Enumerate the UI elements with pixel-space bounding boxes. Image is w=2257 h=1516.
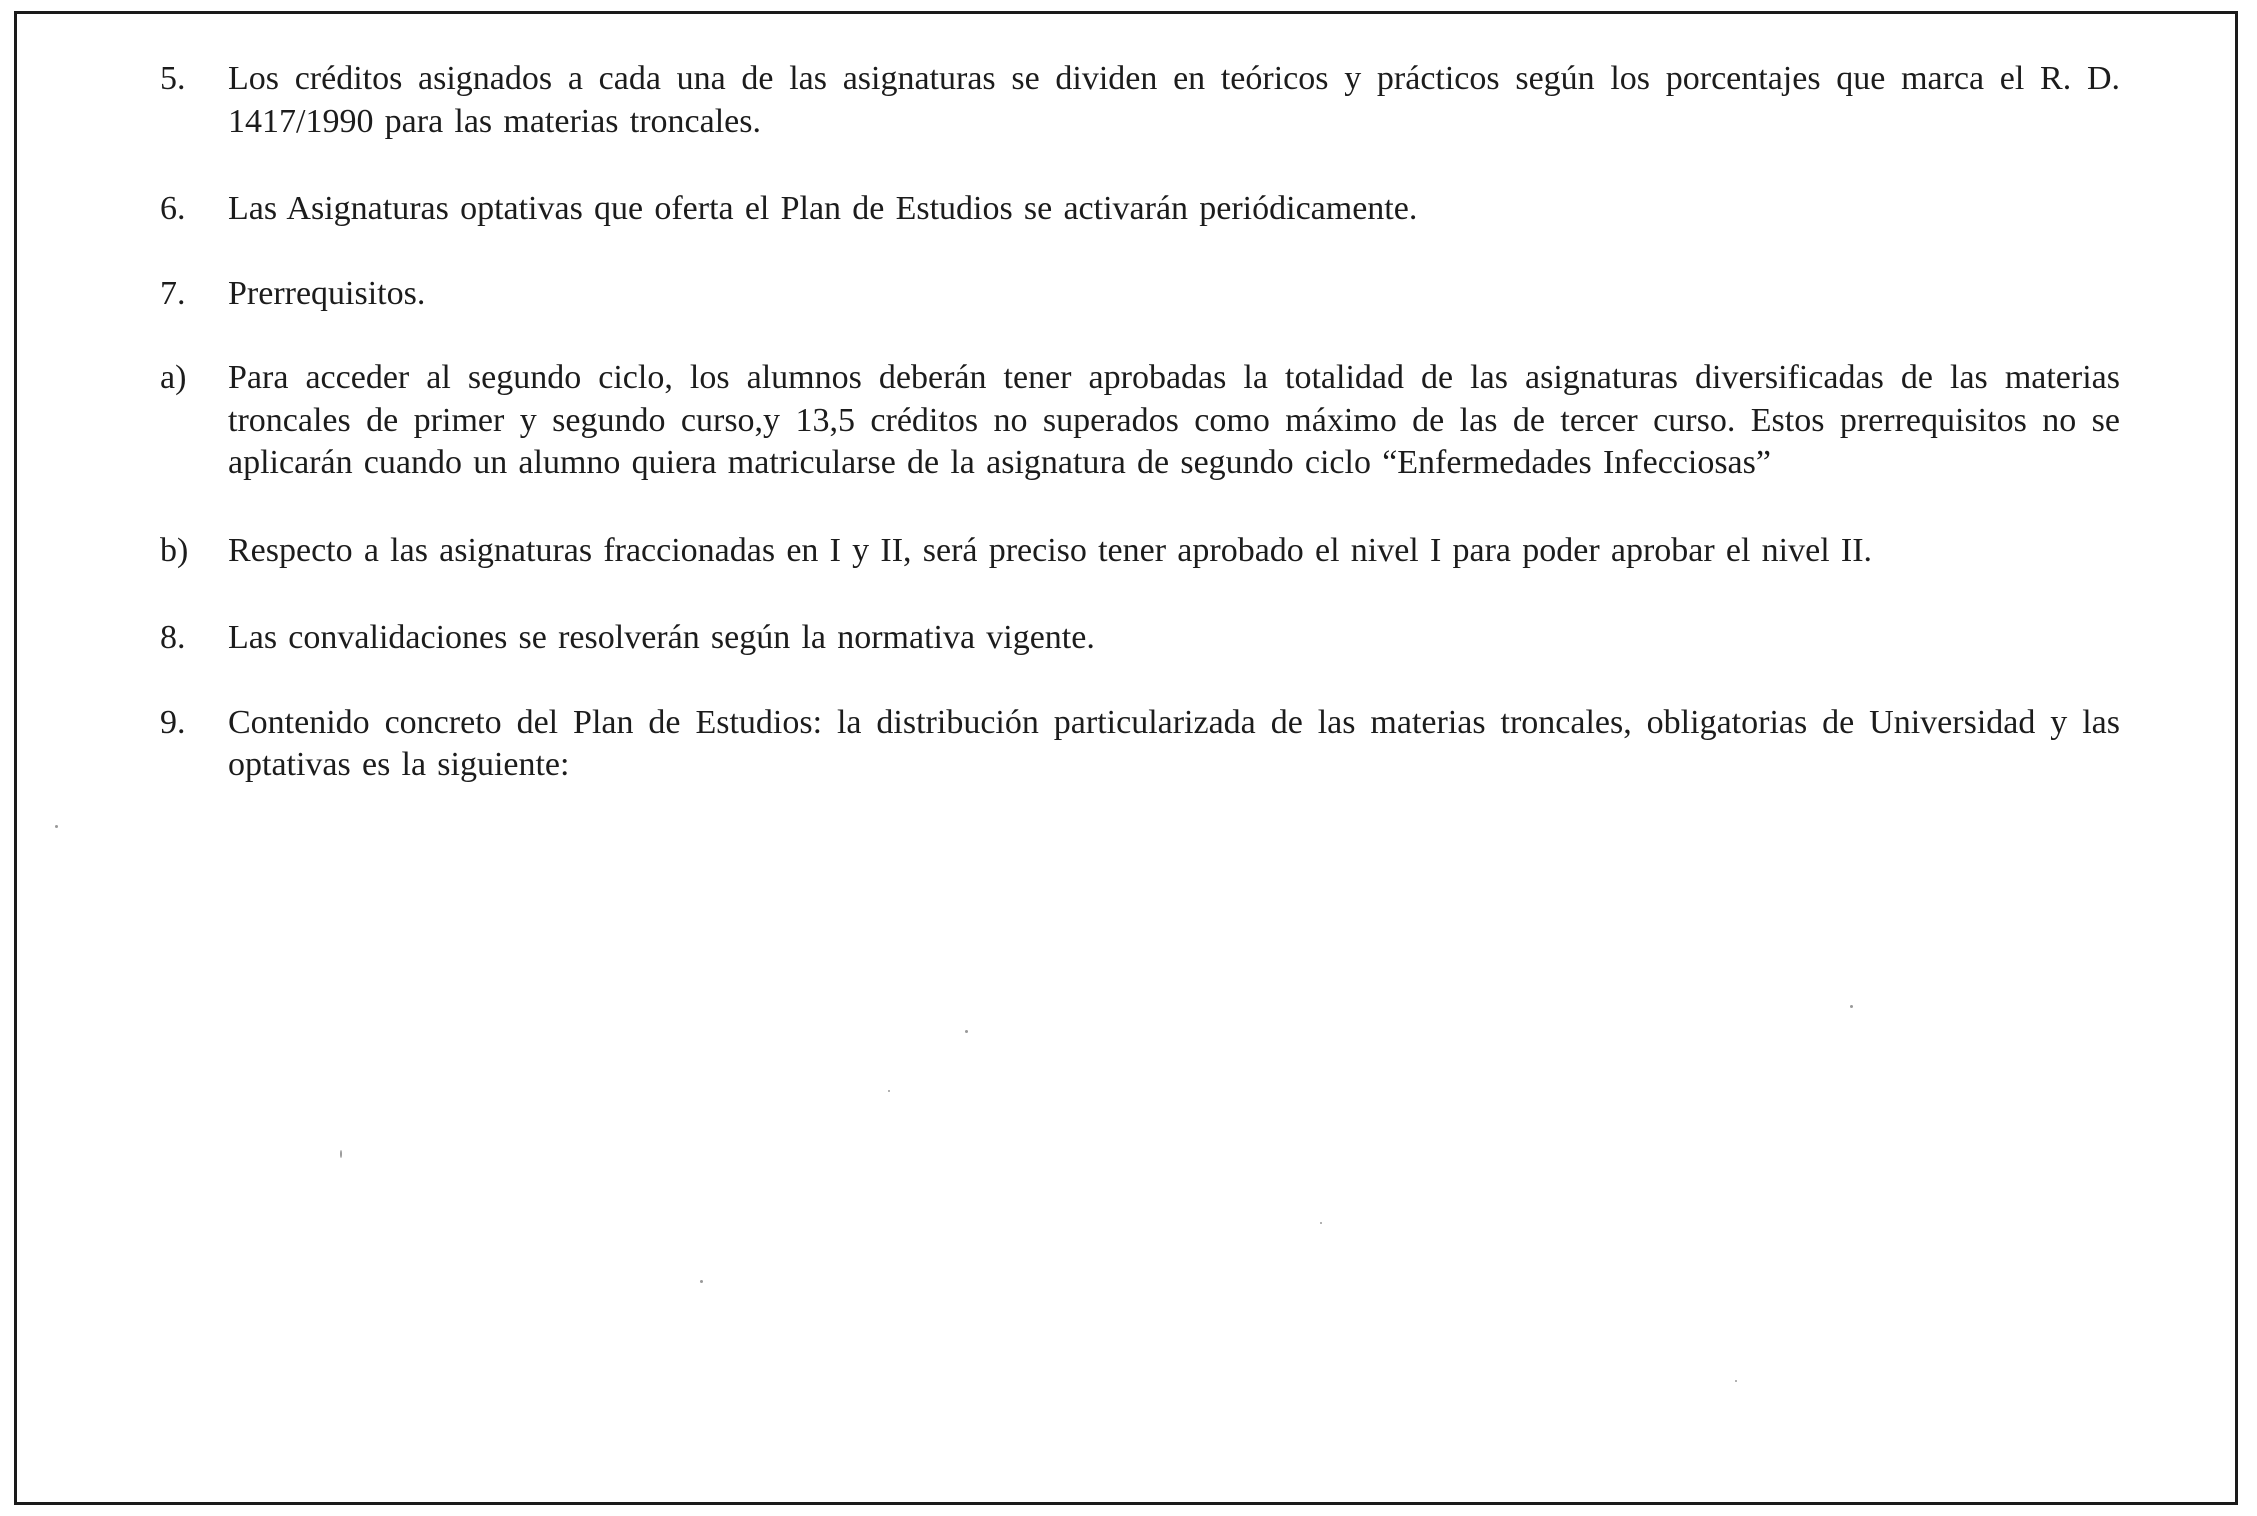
list-item-a: [160, 357, 2120, 485]
list-item-9: [160, 702, 2120, 787]
list-marker: b): [160, 531, 189, 569]
list-item-5: [160, 58, 2120, 143]
scan-speck: [1320, 1222, 1322, 1224]
list-item-text: Para acceder al segundo ciclo, los alumnos deberán tener aprobadas la totalidad de las asignaturas diversificadas de las materias troncales de primer y segundo curso,y 13,5 créditos no superados como máximo de las de tercer curso. Estos prerrequisitos no se aplicarán cuando un alumno quiera matricularse de la asignatura de segundo ciclo “Enfermedades Infecciosas”: [228, 359, 2120, 481]
list-marker: 5.: [160, 60, 186, 97]
list-item-6: [160, 188, 2120, 231]
list-item-b: [160, 530, 2120, 573]
list-item-text: Prerrequisitos.: [228, 274, 426, 312]
list-marker: 7.: [160, 274, 186, 312]
list-item-text: Las Asignaturas optativas que oferta el Plan de Estudios se activarán periódicamente.: [228, 190, 1418, 227]
scan-speck: [965, 1030, 968, 1033]
scan-speck: [1850, 1005, 1853, 1008]
list-item-text: Contenido concreto del Plan de Estudios: la distribución particularizada de las materias troncales, obligatorias de Universidad y las optativas es la siguiente:: [228, 703, 2120, 783]
list-marker: a): [160, 359, 187, 396]
list-marker: 6.: [160, 190, 186, 227]
list-marker: 8.: [160, 619, 186, 656]
scan-speck: [340, 1150, 342, 1158]
list-marker: 9.: [160, 703, 186, 741]
list-item-text: Respecto a las asignaturas fraccionadas en I y II, será preciso tener aprobado el nivel I para poder aprobar el nivel II.: [228, 531, 1873, 569]
scan-speck: [55, 825, 58, 828]
document-body: [160, 58, 2120, 787]
list-item-text: Los créditos asignados a cada una de las asignaturas se dividen en teóricos y prácticos según los porcentajes que marca el R. D. 1417/1990 para las materias troncales.: [228, 60, 2120, 140]
scan-speck: [700, 1280, 703, 1283]
scan-speck: [1735, 1380, 1737, 1382]
scan-speck: [888, 1090, 890, 1092]
list-item-7: [160, 273, 2120, 316]
list-item-8: [160, 617, 2120, 660]
list-item-text: Las convalidaciones se resolverán según la normativa vigente.: [228, 619, 1095, 656]
